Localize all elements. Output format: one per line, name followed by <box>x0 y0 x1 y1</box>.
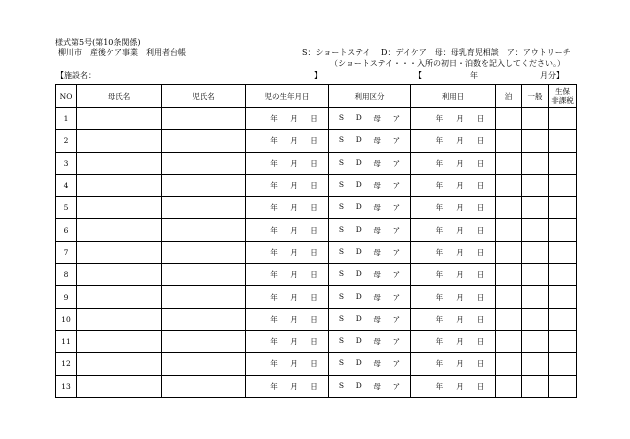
row-number: 12 <box>56 353 77 375</box>
date-part: 年 <box>435 136 444 146</box>
date-part: 日 <box>310 314 318 324</box>
table-row <box>56 174 577 196</box>
date-part: 月 <box>290 225 298 235</box>
date-part: 月 <box>290 270 298 280</box>
general-cell[interactable] <box>522 264 549 286</box>
nights-cell[interactable] <box>496 308 522 330</box>
date-part: 日 <box>310 247 318 257</box>
month-label: 月分】 <box>540 71 564 80</box>
usage-option: S <box>338 113 344 123</box>
general-cell[interactable] <box>522 375 549 397</box>
usage-option: ア <box>392 247 401 257</box>
usage-date-cell[interactable] <box>411 308 496 330</box>
date-part: 年 <box>270 314 278 324</box>
nights-cell[interactable] <box>496 174 522 196</box>
usage-option: ア <box>392 359 401 369</box>
usage-date-cell[interactable] <box>411 241 496 263</box>
usage-option: ア <box>392 381 401 391</box>
nights-cell[interactable] <box>496 375 522 397</box>
nights-cell[interactable] <box>496 130 522 152</box>
date-part: 年 <box>435 203 444 213</box>
usage-option: ア <box>392 314 401 324</box>
usage-option: S <box>338 180 344 190</box>
usage-option: S <box>338 291 344 301</box>
date-part: 月 <box>290 359 298 369</box>
usage-date-cell[interactable] <box>411 264 496 286</box>
header-row <box>56 85 577 108</box>
usage-option: 母 <box>373 337 381 347</box>
child-name-cell[interactable] <box>162 353 246 375</box>
usage-type-cell[interactable] <box>329 286 411 308</box>
usage-option: 母 <box>373 203 381 213</box>
usage-type-cell[interactable] <box>329 197 411 219</box>
form-number: 様式第5号(第10条関係) <box>55 38 141 47</box>
usage-option: 母 <box>373 136 381 146</box>
child-name-cell[interactable] <box>162 330 246 352</box>
usage-option: D <box>355 202 362 212</box>
table-row <box>56 197 577 219</box>
mother-name-cell[interactable] <box>77 108 162 130</box>
date-part: 月 <box>456 136 464 146</box>
date-part: 月 <box>456 359 464 369</box>
mother-name-cell[interactable] <box>77 375 162 397</box>
date-part: 日 <box>476 203 485 213</box>
usage-date-cell[interactable] <box>411 353 496 375</box>
table-row <box>56 152 577 174</box>
date-part: 日 <box>476 337 485 347</box>
usage-type-cell[interactable] <box>329 375 411 397</box>
usage-option: S <box>338 202 344 212</box>
nights-cell[interactable] <box>496 241 522 263</box>
welfare-cell[interactable] <box>549 219 577 241</box>
general-cell[interactable] <box>522 152 549 174</box>
birthdate-cell[interactable] <box>246 353 329 375</box>
usage-option: D <box>355 269 362 279</box>
birthdate-cell[interactable] <box>246 375 329 397</box>
usage-option: D <box>355 336 362 346</box>
usage-option: S <box>338 157 344 167</box>
date-part: 年 <box>270 114 278 124</box>
date-part: 年 <box>435 270 444 280</box>
date-part: 日 <box>476 270 485 280</box>
welfare-cell[interactable] <box>549 241 577 263</box>
child-name-cell[interactable] <box>162 174 246 196</box>
usage-option: 母 <box>373 114 381 124</box>
usage-date-cell[interactable] <box>411 130 496 152</box>
date-part: 年 <box>270 181 278 191</box>
date-part: 月 <box>290 136 298 146</box>
date-part: 年 <box>435 158 444 168</box>
mother-name-cell[interactable] <box>77 241 162 263</box>
usage-option: S <box>338 224 344 234</box>
date-part: 年 <box>270 136 278 146</box>
date-part: 日 <box>310 381 318 391</box>
date-part: 月 <box>290 114 298 124</box>
usage-option: ア <box>392 337 401 347</box>
table-row <box>56 330 577 352</box>
facility-label: 【施設名： <box>56 71 96 80</box>
date-part: 月 <box>456 225 464 235</box>
table-row <box>56 130 577 152</box>
date-part: 日 <box>310 114 318 124</box>
date-part: 日 <box>310 158 318 168</box>
date-part: 年 <box>270 292 278 302</box>
usage-option: D <box>355 157 362 167</box>
date-part: 日 <box>310 203 318 213</box>
usage-option: D <box>355 113 362 123</box>
user-ledger-table <box>55 84 577 398</box>
nights-cell[interactable] <box>496 197 522 219</box>
usage-option: 母 <box>373 247 381 257</box>
date-part: 月 <box>290 181 298 191</box>
col-general: 一般 <box>522 85 549 108</box>
usage-legend: S：ショートステイ D：デイケア 母：母乳育児相談 ア：アウトリーチ <box>302 48 571 57</box>
usage-option: S <box>338 246 344 256</box>
usage-option: S <box>338 313 344 323</box>
date-part: 年 <box>435 292 444 302</box>
mother-name-cell[interactable] <box>77 219 162 241</box>
usage-option: S <box>338 358 344 368</box>
usage-date-cell[interactable] <box>411 152 496 174</box>
birthdate-cell[interactable] <box>246 174 329 196</box>
usage-date-cell[interactable] <box>411 330 496 352</box>
period-open: 【 <box>414 71 422 80</box>
birthdate-cell[interactable] <box>246 152 329 174</box>
date-part: 年 <box>270 359 278 369</box>
year-label: 年 <box>470 71 478 80</box>
usage-option: D <box>355 246 362 256</box>
usage-type-cell[interactable] <box>329 152 411 174</box>
birthdate-cell[interactable] <box>246 219 329 241</box>
table-row <box>56 264 577 286</box>
birthdate-cell[interactable] <box>246 130 329 152</box>
row-number: 1 <box>56 108 77 130</box>
usage-type-cell[interactable] <box>329 308 411 330</box>
nights-cell[interactable] <box>496 264 522 286</box>
usage-type-cell[interactable] <box>329 241 411 263</box>
date-part: 月 <box>456 203 464 213</box>
table-row <box>56 308 577 330</box>
col-mother-name: 母氏名 <box>77 85 162 108</box>
child-name-cell[interactable] <box>162 130 246 152</box>
table-row <box>56 108 577 130</box>
usage-option: 母 <box>373 181 381 191</box>
col-child-birthdate: 児の生年月日 <box>246 85 329 108</box>
usage-option: 母 <box>373 359 381 369</box>
date-part: 日 <box>310 136 318 146</box>
child-name-cell[interactable] <box>162 375 246 397</box>
date-part: 年 <box>270 270 278 280</box>
usage-option: D <box>355 180 362 190</box>
col-usage-date: 利用日 <box>411 85 496 108</box>
usage-date-cell[interactable] <box>411 286 496 308</box>
date-part: 日 <box>310 270 318 280</box>
date-part: 日 <box>476 292 485 302</box>
usage-option: ア <box>392 136 401 146</box>
child-name-cell[interactable] <box>162 286 246 308</box>
usage-option: ア <box>392 225 401 235</box>
mother-name-cell[interactable] <box>77 308 162 330</box>
col-usage-type: 利用区分 <box>329 85 411 108</box>
date-part: 年 <box>435 225 444 235</box>
welfare-cell[interactable] <box>549 152 577 174</box>
date-part: 月 <box>456 247 464 257</box>
shortstay-note: （ショートステイ・・・入所の初日・泊数を記入してください。） <box>330 59 566 68</box>
mother-name-cell[interactable] <box>77 130 162 152</box>
usage-option: D <box>355 313 362 323</box>
row-number: 4 <box>56 174 77 196</box>
general-cell[interactable] <box>522 219 549 241</box>
general-cell[interactable] <box>522 330 549 352</box>
facility-close: 】 <box>314 71 322 80</box>
usage-date-cell[interactable] <box>411 375 496 397</box>
usage-type-cell[interactable] <box>329 108 411 130</box>
usage-date-cell[interactable] <box>411 197 496 219</box>
mother-name-cell[interactable] <box>77 152 162 174</box>
usage-option: D <box>355 135 362 145</box>
nights-cell[interactable] <box>496 330 522 352</box>
nights-cell[interactable] <box>496 219 522 241</box>
date-part: 日 <box>310 292 318 302</box>
usage-type-cell[interactable] <box>329 174 411 196</box>
date-part: 年 <box>435 314 444 324</box>
usage-type-cell[interactable] <box>329 219 411 241</box>
row-number: 6 <box>56 219 77 241</box>
date-part: 月 <box>290 337 298 347</box>
birthdate-cell[interactable] <box>246 264 329 286</box>
row-number: 13 <box>56 375 77 397</box>
col-nights: 泊 <box>496 85 522 108</box>
date-part: 月 <box>290 292 298 302</box>
col-no: NO <box>56 85 77 108</box>
date-part: 年 <box>270 203 278 213</box>
birthdate-cell[interactable] <box>246 308 329 330</box>
col-welfare: 生保 非課税 <box>549 85 577 108</box>
usage-option: S <box>338 380 344 390</box>
mother-name-cell[interactable] <box>77 353 162 375</box>
date-part: 日 <box>476 158 485 168</box>
row-number: 5 <box>56 197 77 219</box>
mother-name-cell[interactable] <box>77 286 162 308</box>
child-name-cell[interactable] <box>162 152 246 174</box>
nights-cell[interactable] <box>496 353 522 375</box>
birthdate-cell[interactable] <box>246 197 329 219</box>
birthdate-cell[interactable] <box>246 241 329 263</box>
usage-option: ア <box>392 158 401 168</box>
welfare-cell[interactable] <box>549 174 577 196</box>
date-part: 日 <box>476 114 485 124</box>
usage-type-cell[interactable] <box>329 130 411 152</box>
welfare-cell[interactable] <box>549 286 577 308</box>
date-part: 月 <box>456 337 464 347</box>
usage-type-cell[interactable] <box>329 353 411 375</box>
date-part: 年 <box>270 247 278 257</box>
date-part: 月 <box>456 181 464 191</box>
usage-option: D <box>355 358 362 368</box>
date-part: 月 <box>290 247 298 257</box>
welfare-cell[interactable] <box>549 130 577 152</box>
row-number: 2 <box>56 130 77 152</box>
date-part: 年 <box>270 225 278 235</box>
document-title: 柳川市 産後ケア事業 利用者台帳 <box>58 48 186 57</box>
usage-option: 母 <box>373 158 381 168</box>
date-part: 月 <box>456 114 464 124</box>
date-part: 年 <box>435 381 444 391</box>
usage-option: S <box>338 336 344 346</box>
row-number: 9 <box>56 286 77 308</box>
usage-option: ア <box>392 270 401 280</box>
general-cell[interactable] <box>522 130 549 152</box>
nights-cell[interactable] <box>496 152 522 174</box>
table-row <box>56 219 577 241</box>
date-part: 日 <box>476 381 485 391</box>
date-part: 年 <box>270 381 278 391</box>
birthdate-cell[interactable] <box>246 108 329 130</box>
usage-option: ア <box>392 181 401 191</box>
table-row <box>56 375 577 397</box>
date-part: 月 <box>290 203 298 213</box>
welfare-cell[interactable] <box>549 330 577 352</box>
date-part: 月 <box>456 314 464 324</box>
date-part: 日 <box>310 225 318 235</box>
date-part: 日 <box>476 359 485 369</box>
date-part: 年 <box>435 247 444 257</box>
child-name-cell[interactable] <box>162 241 246 263</box>
usage-option: 母 <box>373 314 381 324</box>
welfare-cell[interactable] <box>549 353 577 375</box>
birthdate-cell[interactable] <box>246 330 329 352</box>
child-name-cell[interactable] <box>162 308 246 330</box>
date-part: 年 <box>435 181 444 191</box>
child-name-cell[interactable] <box>162 197 246 219</box>
general-cell[interactable] <box>522 174 549 196</box>
usage-option: D <box>355 224 362 234</box>
general-cell[interactable] <box>522 197 549 219</box>
date-part: 月 <box>290 381 298 391</box>
date-part: 月 <box>456 158 464 168</box>
usage-option: ア <box>392 114 401 124</box>
col-child-name: 児氏名 <box>162 85 246 108</box>
welfare-cell[interactable] <box>549 308 577 330</box>
usage-date-cell[interactable] <box>411 219 496 241</box>
usage-date-cell[interactable] <box>411 174 496 196</box>
general-cell[interactable] <box>522 108 549 130</box>
table-row <box>56 286 577 308</box>
general-cell[interactable] <box>522 308 549 330</box>
usage-option: D <box>355 291 362 301</box>
mother-name-cell[interactable] <box>77 197 162 219</box>
welfare-cell[interactable] <box>549 264 577 286</box>
date-part: 日 <box>476 225 485 235</box>
usage-option: 母 <box>373 381 381 391</box>
usage-option: ア <box>392 292 401 302</box>
date-part: 月 <box>290 158 298 168</box>
usage-date-cell[interactable] <box>411 108 496 130</box>
child-name-cell[interactable] <box>162 219 246 241</box>
usage-option: ア <box>392 203 401 213</box>
date-part: 月 <box>290 314 298 324</box>
child-name-cell[interactable] <box>162 108 246 130</box>
date-part: 日 <box>476 136 485 146</box>
table-row <box>56 241 577 263</box>
birthdate-cell[interactable] <box>246 286 329 308</box>
date-part: 年 <box>270 337 278 347</box>
welfare-cell[interactable] <box>549 108 577 130</box>
date-part: 年 <box>435 337 444 347</box>
date-part: 年 <box>435 359 444 369</box>
usage-option: D <box>355 380 362 390</box>
date-part: 日 <box>476 247 485 257</box>
date-part: 日 <box>310 359 318 369</box>
row-number: 11 <box>56 330 77 352</box>
usage-type-cell[interactable] <box>329 264 411 286</box>
date-part: 月 <box>456 270 464 280</box>
date-part: 月 <box>456 381 464 391</box>
date-part: 月 <box>456 292 464 302</box>
date-part: 日 <box>310 337 318 347</box>
mother-name-cell[interactable] <box>77 264 162 286</box>
mother-name-cell[interactable] <box>77 174 162 196</box>
usage-option: 母 <box>373 225 381 235</box>
general-cell[interactable] <box>522 353 549 375</box>
nights-cell[interactable] <box>496 286 522 308</box>
welfare-cell[interactable] <box>549 375 577 397</box>
row-number: 3 <box>56 152 77 174</box>
date-part: 年 <box>270 158 278 168</box>
date-part: 日 <box>476 181 485 191</box>
usage-option: S <box>338 269 344 279</box>
row-number: 8 <box>56 264 77 286</box>
nights-cell[interactable] <box>496 108 522 130</box>
date-part: 日 <box>310 181 318 191</box>
table-row <box>56 353 577 375</box>
welfare-cell[interactable] <box>549 197 577 219</box>
date-part: 日 <box>476 314 485 324</box>
usage-option: S <box>338 135 344 145</box>
date-part: 年 <box>435 114 444 124</box>
usage-option: 母 <box>373 270 381 280</box>
mother-name-cell[interactable] <box>77 330 162 352</box>
general-cell[interactable] <box>522 241 549 263</box>
row-number: 7 <box>56 241 77 263</box>
general-cell[interactable] <box>522 286 549 308</box>
usage-option: 母 <box>373 292 381 302</box>
usage-type-cell[interactable] <box>329 330 411 352</box>
row-number: 10 <box>56 308 77 330</box>
child-name-cell[interactable] <box>162 264 246 286</box>
